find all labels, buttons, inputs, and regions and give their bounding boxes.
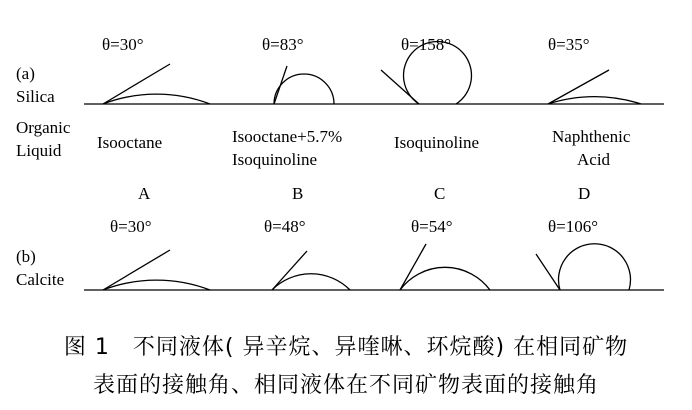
- tangent-a-B: [274, 66, 287, 104]
- tangent-a-D: [548, 70, 609, 104]
- liquid-B-line1: Isooctane+5.7%: [232, 127, 343, 146]
- liquid-B-line2: Isoquinoline: [232, 150, 317, 169]
- column-D: D: [578, 184, 591, 203]
- droplet-b-D: [559, 244, 631, 290]
- tangent-a-C: [381, 70, 419, 104]
- liquid-D-line2: Acid: [577, 150, 611, 169]
- caption-line2: 表面的接触角、相同液体在不同矿物表面的接触角: [92, 373, 600, 398]
- angle-a-B: θ=83°: [262, 35, 304, 54]
- angle-b-C: θ=54°: [411, 217, 453, 236]
- liquid-D-line1: Naphthenic: [552, 127, 631, 146]
- droplet-b-C: [400, 267, 490, 290]
- liquid-header-line1: Organic: [16, 118, 71, 137]
- column-C: C: [434, 184, 446, 203]
- panel-b-substrate: Calcite: [16, 270, 65, 289]
- caption-line1: 图 1 不同液体( 异辛烷、异喹啉、环烷酸) 在相同矿物: [63, 335, 629, 360]
- tangent-a-A: [103, 64, 170, 104]
- panel-b-label: (b): [16, 247, 36, 266]
- tangent-b-C: [400, 244, 426, 290]
- angle-b-D: θ=106°: [548, 217, 599, 236]
- angle-a-A: θ=30°: [102, 35, 144, 54]
- droplet-a-A: [103, 94, 210, 104]
- tangent-b-A: [103, 250, 170, 290]
- column-B: B: [292, 184, 304, 203]
- tangent-b-B: [272, 251, 307, 290]
- angle-a-C: θ=158°: [401, 35, 452, 54]
- panel-a-substrate: Silica: [16, 87, 55, 106]
- panel-a-label: (a): [16, 64, 35, 83]
- liquid-A: Isooctane: [97, 133, 163, 152]
- tangent-b-D: [536, 254, 560, 290]
- droplet-a-D: [548, 97, 641, 104]
- droplet-b-A: [103, 280, 210, 290]
- angle-a-D: θ=35°: [548, 35, 590, 54]
- liquid-C: Isoquinoline: [394, 133, 479, 152]
- angle-b-B: θ=48°: [264, 217, 306, 236]
- column-A: A: [138, 184, 151, 203]
- angle-b-A: θ=30°: [110, 217, 152, 236]
- liquid-header-line2: Liquid: [16, 141, 62, 160]
